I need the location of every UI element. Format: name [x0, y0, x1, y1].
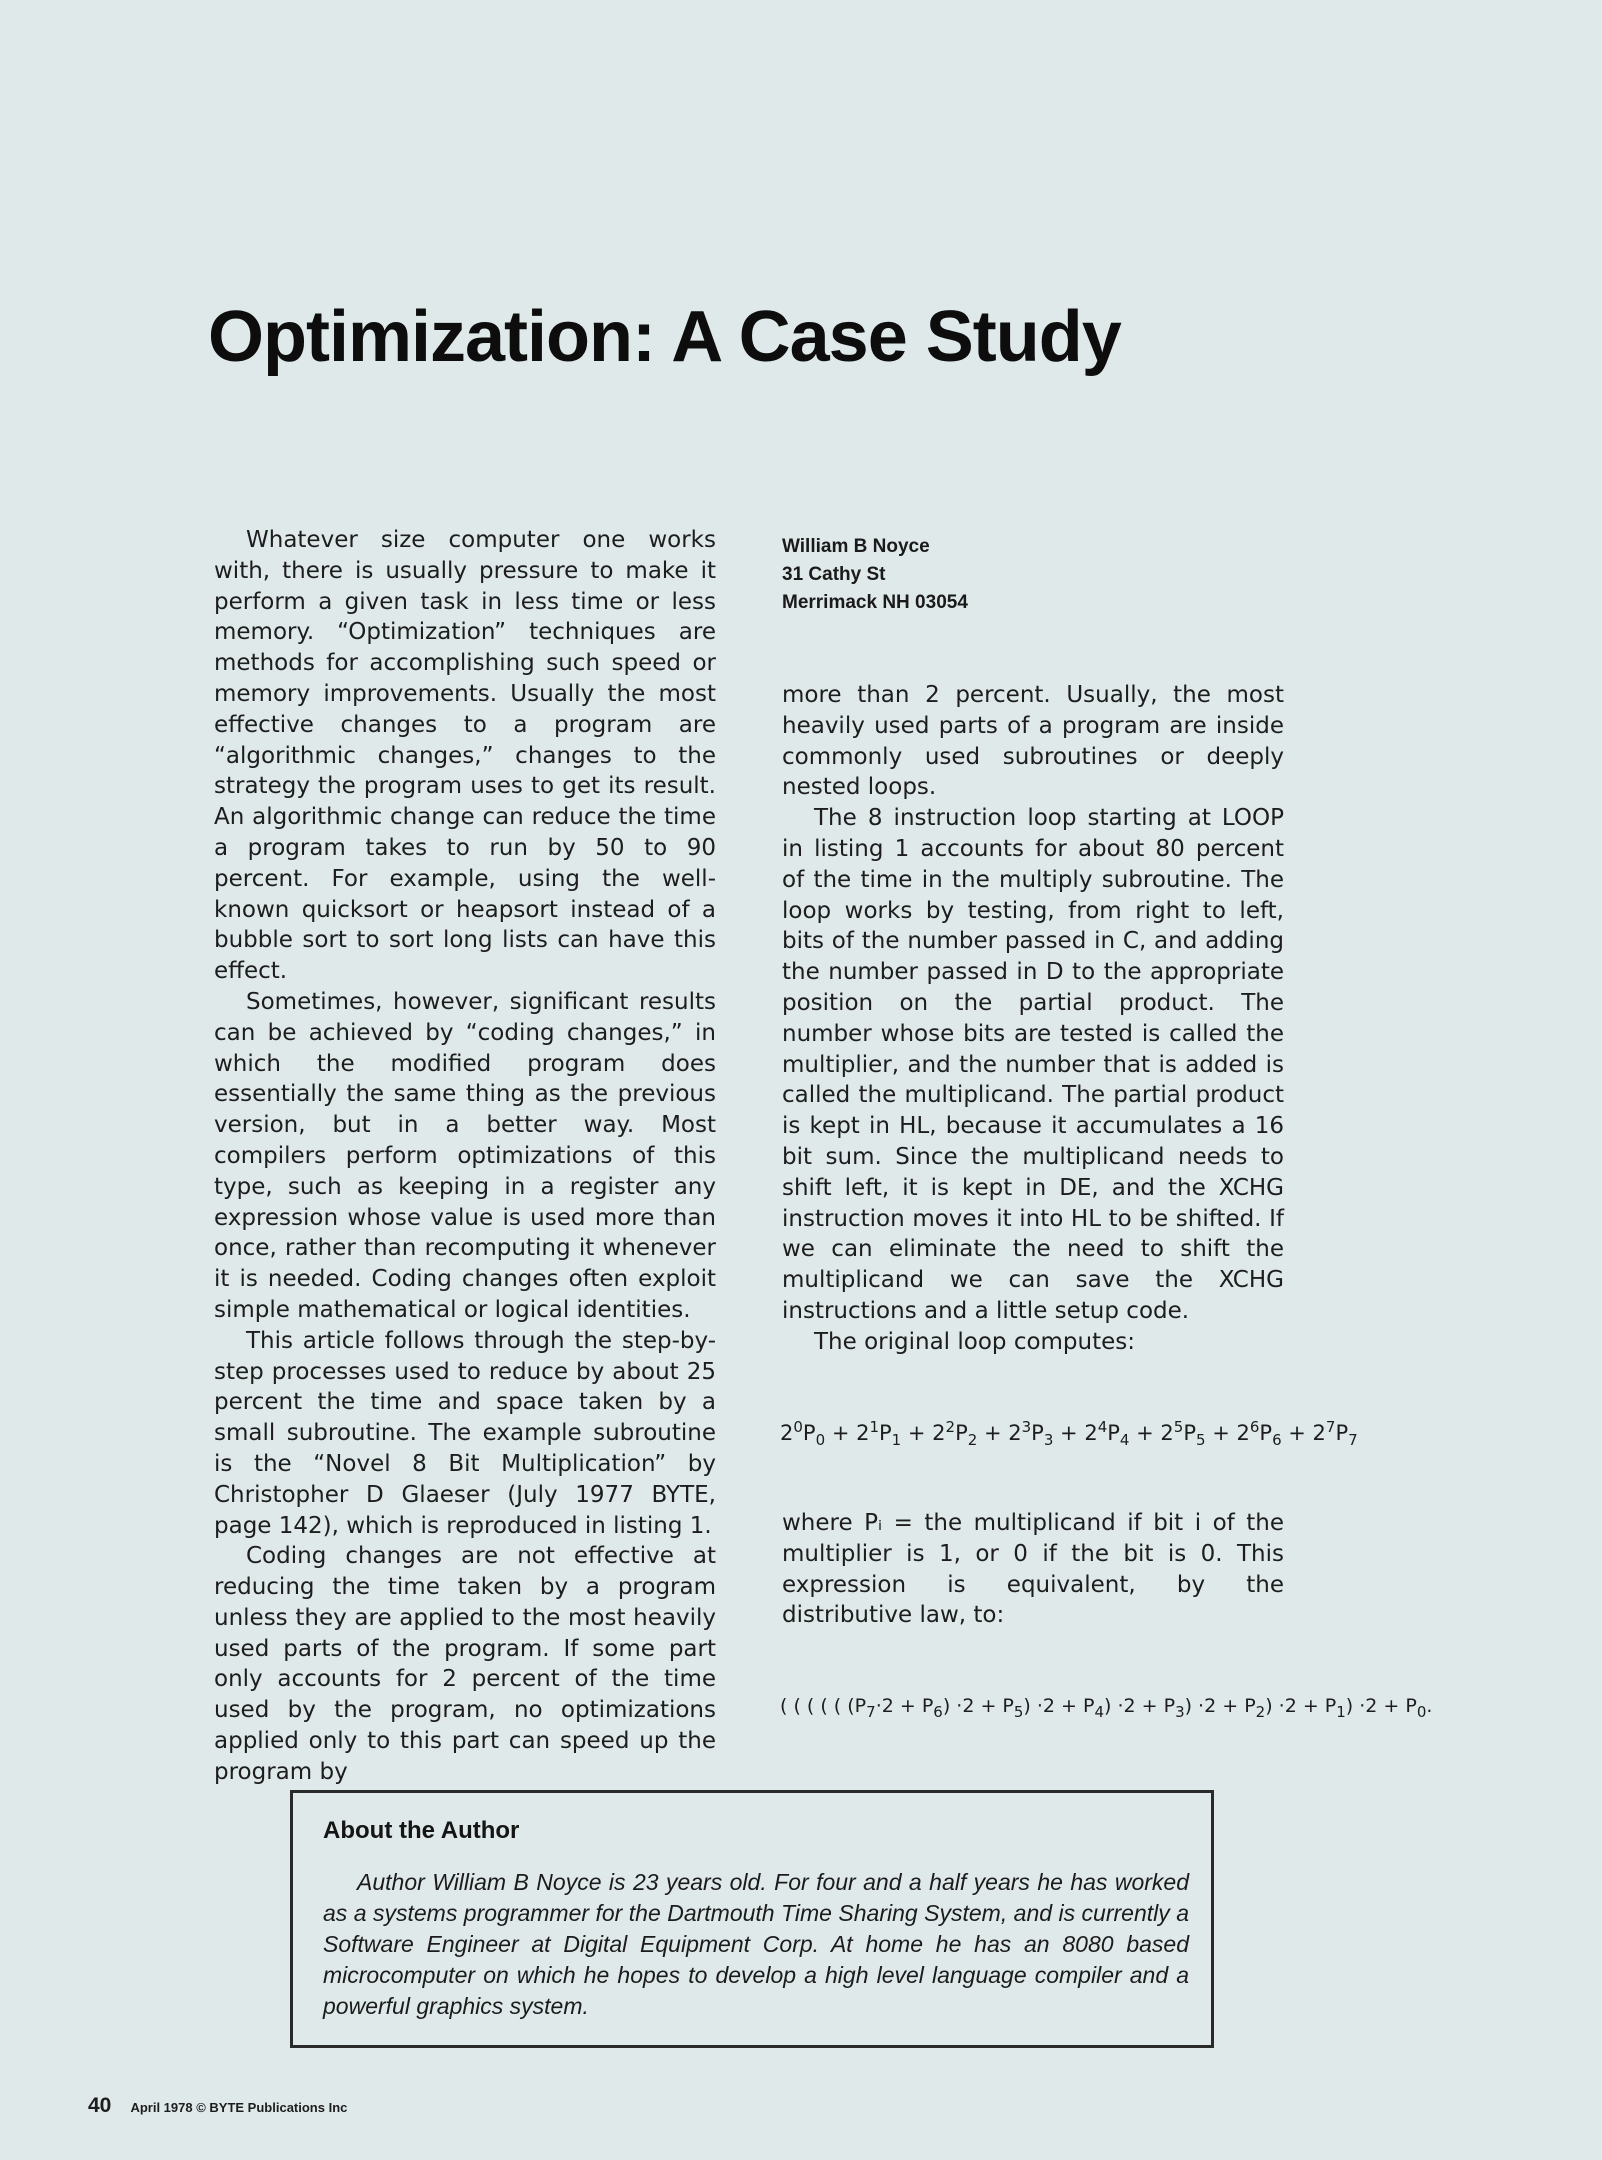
author-name: William B Noyce [782, 536, 930, 557]
article-title: Optimization: A Case Study [208, 297, 1121, 377]
page-footer [88, 2094, 347, 2118]
author-street: 31 Cathy St [782, 564, 886, 585]
paragraph: more than 2 percent. Usually, the most heavily used parts of a program are inside commonly used subroutines or deeply nested loops. [782, 682, 1284, 801]
left-column [214, 525, 716, 1788]
right-column-mid [782, 1508, 1284, 1631]
paragraph: This article follows through the step-by-step processes used to reduce by about 25 percent the time and space taken by a small subroutine. The example subroutine is the “Novel 8 Bit Multiplication” by Christopher D Glaeser (July 1977 BYTE, page 142), which is reproduced in listing 1. [214, 1327, 716, 1539]
about-author-box [290, 1790, 1214, 2048]
paragraph: The 8 instruction loop starting at LOOP in listing 1 accounts for about 80 percent of the time in the multiply subroutine. The loop works by testing, from right to left, bits of the number passed in C, and adding the number passed in D to the appropriate position on the partial product. The number whose bits are tested is called the multiplier, and the number that is added is called the multiplicand. The partial product is kept in HL, because it accumulates a 16 bit sum. Since the multiplicand needs to shift left, it is kept in DE, and the XCHG instruction moves it into HL to be shifted. If we can eliminate the need to shift the multiplicand we can save the XCHG instructions and a little setup code. [782, 805, 1284, 1324]
paragraph: where Pᵢ = the multiplicand if bit i of the multiplier is 1, or 0 if the bit is 0. This expression is equivalent, by the distributive law, to: [782, 1510, 1284, 1629]
author-city: Merrimack NH 03054 [782, 592, 968, 613]
paragraph: The original loop computes: [814, 1328, 1136, 1355]
paragraph: Whatever size computer one works with, there is usually pressure to make it perform a given task in less time or less memory. “Optimization” techniques are methods for accomplishing such speed or memory improvements. Usually the most effective changes to a program are “algorithmic changes,” changes to the strategy the program uses to get its result. An algorithmic change can reduce the time a program takes to run by 50 to 90 percent. For example, using the well-known quicksort or heapsort instead of a bubble sort to sort long lists can have this effect. [214, 527, 716, 985]
formula-nested: ( ( ( ( ( $(P_7\cdot 2 + P_6) \cdot 2 + P_5) \cdot 2 + P_4) \cdot 2 + P_3) \cdot 2 + P_2) \cdot 2 + P_1) \cdot 2 + P_0$. [780, 1695, 1433, 1721]
formula-sum: $2^0P_0 + 2^1P_1 + 2^2P_2 + 2^3P_3 + 2^4P_4 + 2^5P_5 + 2^6P_6 + 2^7P_7$ [780, 1418, 1358, 1450]
about-author-body: Author William B Noyce is 23 years old. For four and a half years he has worked as a systems programmer for the Dartmouth Time Sharing System, and is currently a Software Engineer at Digital Equipment Corp. At home he has an 8080 based microcomputer on which he hopes to develop a high level language compiler and a powerful graphics system. [323, 1869, 1189, 2019]
paragraph: Coding changes are not effective at reducing the time taken by a program unless they are applied to the most heavily used parts of the program. If some part only accounts for 2 percent of the time used by the program, no optimizations applied only to this part can speed up the program by [214, 1543, 716, 1785]
page-number: 40 [88, 2094, 112, 2117]
author-address [782, 533, 968, 617]
footer-credit: April 1978 © BYTE Publications Inc [130, 2100, 348, 2115]
about-author-text [323, 1867, 1189, 2022]
paragraph: Sometimes, however, significant results can be achieved by “coding changes,” in which the modified program does essentially the same thing as the previous version, but in a better way. Most compilers perform optimizations of this type, such as keeping in a register any expression whose value is used more than once, rather than recomputing it whenever it is needed. Coding changes often exploit simple mathematical or logical identities. [214, 988, 716, 1323]
about-author-heading: About the Author [323, 1817, 520, 1844]
right-column-top [782, 680, 1284, 1358]
